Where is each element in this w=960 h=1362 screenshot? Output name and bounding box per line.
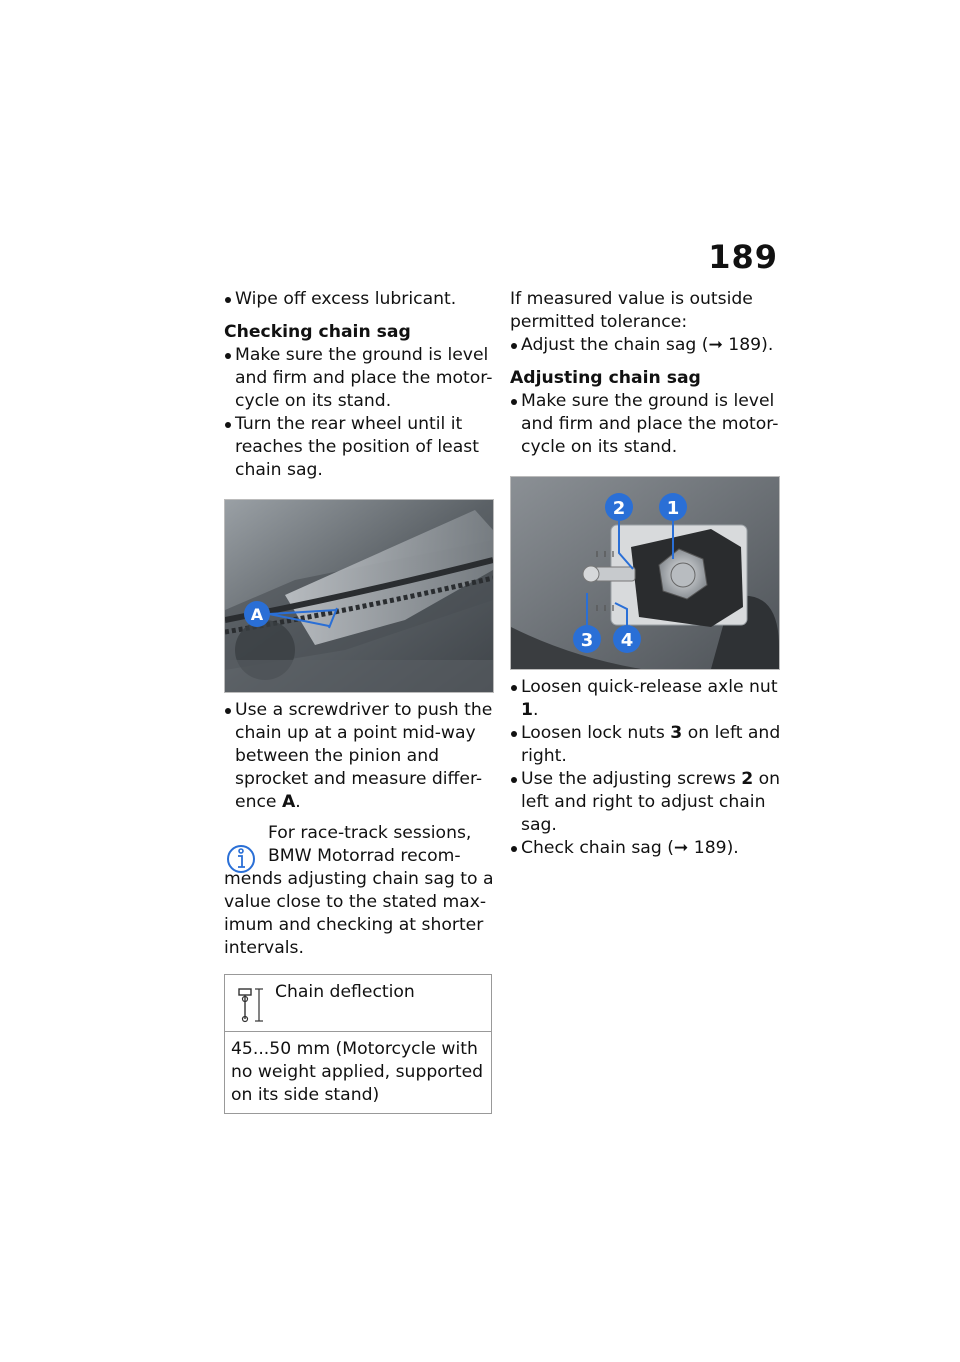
ref-2: 2 [741, 769, 754, 789]
chain-adjuster-illustration [511, 477, 779, 669]
spec-value: 45...50 mm (Motorcycle with no weight applied, supported on its side stand) [231, 1039, 484, 1105]
list-item [510, 722, 782, 768]
spec-label: Chain deflection [275, 982, 415, 1002]
list-item [510, 676, 782, 722]
callout-3-label: 3 [580, 630, 594, 651]
ref-1: 1 [521, 700, 533, 720]
list-item: Turn the rear wheel until it reaches the position of least chain sag. [224, 413, 494, 482]
right-column [510, 288, 782, 860]
note-rest: mends adjusting chain sag to a value close to the stated max-imum and checking at shorter intervals. [224, 869, 494, 958]
step-end: on left and right. [521, 723, 781, 766]
push-step-text: Use a screwdriver to push the chain up at a point mid-way between the pinion and sprocket and measure differ-ence [235, 700, 493, 812]
push-step-end: . [295, 792, 301, 812]
chain-adjuster-figure [510, 476, 780, 670]
step-end: . [532, 700, 539, 720]
check-steps-list [224, 344, 494, 482]
list-item: Wipe off excess lubricant. [224, 288, 494, 311]
measurement-gauge-icon [237, 985, 267, 1025]
ref-3: 3 [670, 723, 683, 743]
info-icon [226, 842, 256, 876]
list-item [510, 334, 782, 357]
page-ref-arrow-icon: ➞ [673, 838, 689, 858]
page-number: 189 [708, 238, 778, 276]
chain-sag-illustration [225, 500, 493, 692]
callout-1-label: 1 [666, 498, 680, 519]
list-item [510, 768, 782, 837]
adjusting-chain-sag-heading: Adjusting chain sag [510, 368, 701, 388]
adjust-first-list [510, 390, 782, 459]
ref-a: A [281, 792, 296, 812]
left-column [224, 288, 494, 1114]
step-text: Check chain sag ( [521, 838, 674, 858]
step-text: Use the adjusting screws [521, 769, 742, 789]
adjust-ref-text: Adjust the chain sag ( [521, 335, 709, 355]
step-end: on left and right to adjust chain sag. [521, 769, 781, 835]
step-text: Loosen lock nuts [521, 723, 671, 743]
push-step-list [224, 699, 494, 814]
chain-deflection-spec [224, 974, 492, 1114]
list-item [224, 699, 494, 814]
callout-2-label: 2 [612, 498, 626, 519]
adjust-steps-list [510, 676, 782, 860]
tolerance-text: If measured value is outside permitted tolerance: [510, 289, 753, 332]
callout-4-label: 4 [620, 630, 634, 651]
spec-header [225, 975, 491, 1032]
callout-a-label: A [250, 605, 264, 624]
note-first-lines: For race-track sessions, BMW Motorrad recom- [268, 823, 472, 866]
race-track-note [224, 822, 494, 960]
adjust-ref-page: 189). [722, 335, 774, 355]
wipe-list [224, 288, 494, 311]
list-item [510, 837, 782, 860]
checking-chain-sag-heading: Checking chain sag [224, 322, 411, 342]
list-item: Make sure the ground is level and firm and place the motor-cycle on its stand. [510, 390, 782, 459]
page-ref-arrow-icon: ➞ [708, 335, 723, 355]
step-end: 189). [688, 838, 739, 858]
adjust-ref-list [510, 334, 782, 357]
list-item: Make sure the ground is level and firm and place the motor-cycle on its stand. [224, 344, 494, 413]
chain-sag-figure [224, 499, 494, 693]
step-text: Loosen quick-release axle nut [521, 677, 778, 697]
